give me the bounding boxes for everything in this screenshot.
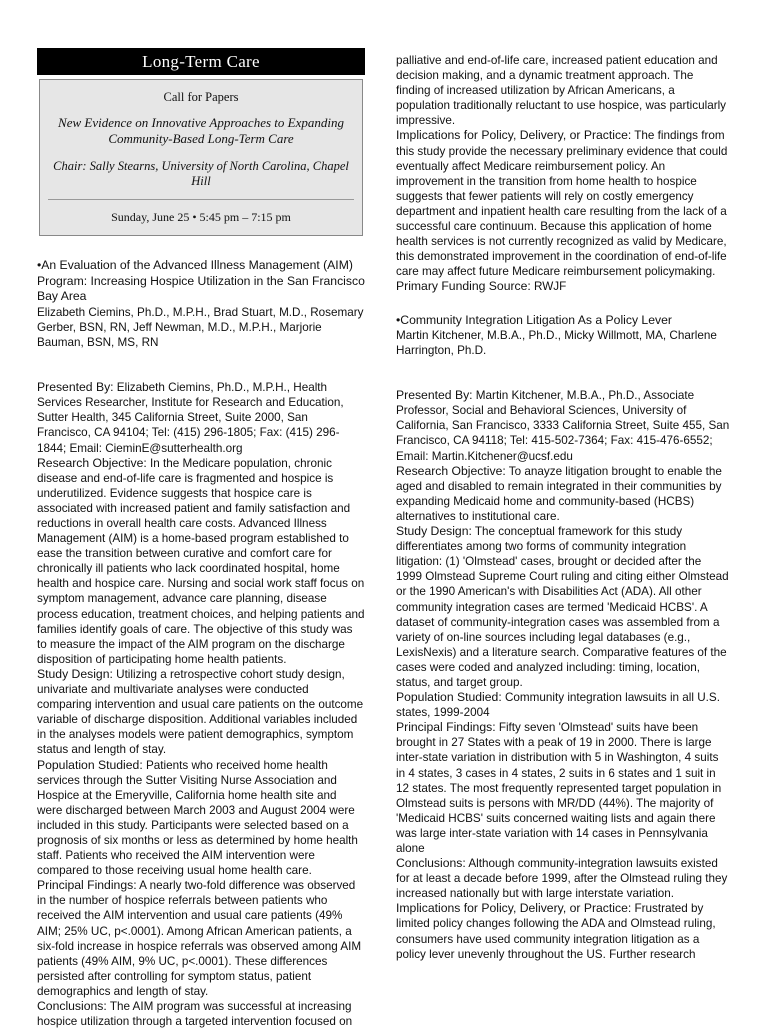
abstract-2-conclusions: Conclusions: Although community-integration lawsuits existed for at least a decade before 1999, after the Olmstead ruling they increased nationally but with large interstate variation. <box>396 856 728 901</box>
call-for-papers-box <box>39 79 363 236</box>
abstract-1-conclusions-cont: palliative and end-of-life care, increased patient education and decision making, and a dynamic treatment approach. The finding of increased utilization by African Americans, a population traditionally reluctant to use hospice, was particularly impressive. <box>396 54 727 128</box>
abstract-2-research-objective: Research Objective: To anayze litigation brought to enable the aged and disabled to remain integrated in their communities by expanding Medicaid home and community-based (HCBS) alternatives to institutional care. <box>396 463 722 523</box>
abstract-2-findings: Principal Findings: Fifty seven 'Olmstead' suits have been brought in 27 States with a peak of 19 in 2000. There is large inter-state variation in distribution with 5 in Washington, 4 suits in 4 states, 3 cases in 4 states, 2 suits in 6 states and 1 suit in 12 states. The most frequently represented target population in Olmstead suits is persons with MR/DD (44%). The majority of 'Medicaid HCBS' suits concerned waiting lists and again there was large inter-state variation with 14 cases in Pennsylvania alone <box>396 720 722 855</box>
abstract-2-authors: Martin Kitchener, M.B.A., Ph.D., Micky Willmott, MA, Charlene Harrington, Ph.D. <box>396 329 717 358</box>
abstract-2-population: Population Studied: Community integration lawsuits in all U.S. states, 1999-2004 <box>396 690 720 720</box>
session-chair: Chair: Sally Stearns, University of North Carolina, Chapel Hill <box>53 159 349 189</box>
abstract-1-population: Population Studied: Patients who received home health services through the Sutter Visiting Nurse Association and Hospice at the Emeryville, California home health site and were discharged between March 2003 and August 2004 were included in this study. Participants were selected based on a prognosis of six months or less as determined by home health staff. Patients who received the AIM intervention were compared to those receiving usual home health care. <box>37 757 358 878</box>
left-column <box>37 48 365 1029</box>
box-divider <box>48 199 354 200</box>
abstract-2-implications: Implications for Policy, Delivery, or Practice: Frustrated by limited policy changes following the ADA and Olmstead ruling, consumers have used community integration litigation as a policy lever unevenly throughout the US. Further research <box>396 901 716 961</box>
abstract-1-authors: Elizabeth Ciemins, Ph.D., M.P.H., Brad Stuart, M.D., Rosemary Gerber, BSN, RN, Jeff Newman, M.D., M.P.H., Marjorie Bauman, BSN, MS, RN <box>37 305 364 350</box>
abstract-1-implications: Implications for Policy, Delivery, or Practice: The findings from this study provide the necessary preliminary evidence that could eventually affect Medicare reimbursement policy. An improvement in the transition from home health to hospice suggests that fewer patients will rely on costly emergency department and inpatient health care resulting from the lack of a successful care continuum. Because this application of home health services is not currently recognized as valid by Medicare, this demonstrated improvement in the coordination of end-of-life care may affect future Medicare reimbursement policymaking. <box>396 128 728 279</box>
abstract-2-title: •Community Integration Litigation As a Policy Lever <box>396 312 672 327</box>
call-heading: Call for Papers <box>163 90 239 104</box>
section-banner: Long-Term Care <box>37 48 365 75</box>
abstract-1-title: •An Evaluation of the Advanced Illness Management (AIM) Program: Increasing Hospice Utilization in the San Francisco Bay Area <box>37 258 365 304</box>
abstract-1-funding: Primary Funding Source: RWJF <box>396 279 567 294</box>
abstract-1-conclusions: Conclusions: The AIM program was successful at increasing hospice utilization through a targeted intervention focused on <box>37 999 353 1029</box>
abstract-2-presented-by: Presented By: Martin Kitchener, M.B.A., Ph.D., Associate Professor, Social and Behavioral Sciences, University of California, San Francisco, 3333 California Street, Suite 455, San Francisco, CA 94118; Tel: 415-502-7364; Fax: 415-476-6552; Email: Martin.Kitchener@ucsf.edu <box>396 388 730 463</box>
session-time: Sunday, June 25 • 5:45 pm – 7:15 pm <box>111 210 291 225</box>
right-column <box>396 53 730 962</box>
abstract-1-presented-by: Presented By: Elizabeth Ciemins, Ph.D., M.P.H., Health Services Researcher, Institute for Research and Education, Sutter Health, 345 California Street, Suite 2000, San Francisco, CA 94104; Tel: (415) 296-1805; Fax: (415) 296-1844; Email: CieminE@sutterhealth.org <box>37 380 344 455</box>
abstract-1-study-design: Study Design: Utilizing a retrospective cohort study design, univariate and multivariate analyses were conducted comparing intervention and usual care patients on the outcome variable of discharge disposition. Additional variables included in the analyses models were patient demographics, symptom status and length of stay. <box>37 666 364 757</box>
abstract-1-findings: Principal Findings: A nearly two-fold difference was observed in the number of hospice referrals between patients who received the AIM intervention and usual care patients (49% AIM; 25% UC, p<.0001). Among African American patients, a six-fold increase in hospice referrals was observed among AIM patients (49% AIM, 9% UC, p<.0001). These differences persisted after controlling for symptom status, patient demographics and length of stay. <box>37 878 362 998</box>
session-subject: New Evidence on Innovative Approaches to Expanding Community-Based Long-Term Care <box>58 115 344 147</box>
abstract-1-research-objective: Research Objective: In the Medicare population, chronic disease and end-of-life care is fragmented and hospice is underutilized. Evidence suggests that hospice care is associated with increased patient and family satisfaction and reductions in overall health care costs. Advanced Illness Management (AIM) is a home-based program established to ease the transition between curative and comfort care for chronically ill patients who lack coordinated hospital, home health and hospice care. Nursing and social work staff focus on symptom management, advance care planning, disease process education, treatment choices, and helping patients and families identify goals of care. The objective of this study was to measure the impact of the AIM program on the discharge disposition of participating home health patients. <box>37 455 365 666</box>
abstract-2-study-design: Study Design: The conceptual framework for this study differentiates among two forms of community integration litigation: (1) 'Olmstead' cases, brought or decided after the 1999 Olmstead Supreme Court ruling and citing either Olmstead or the 1990 American's with Disabilities Act (ADA). All other community integration cases are termed 'Medicaid HCBS'. A dataset of community-integration cases was assembled from a variety of on-line sources including legal databases (e.g., LexisNexis) and a literature search. Comparative features of the cases were coded and analyzed including: timing, location, status, and target group. <box>396 524 729 689</box>
